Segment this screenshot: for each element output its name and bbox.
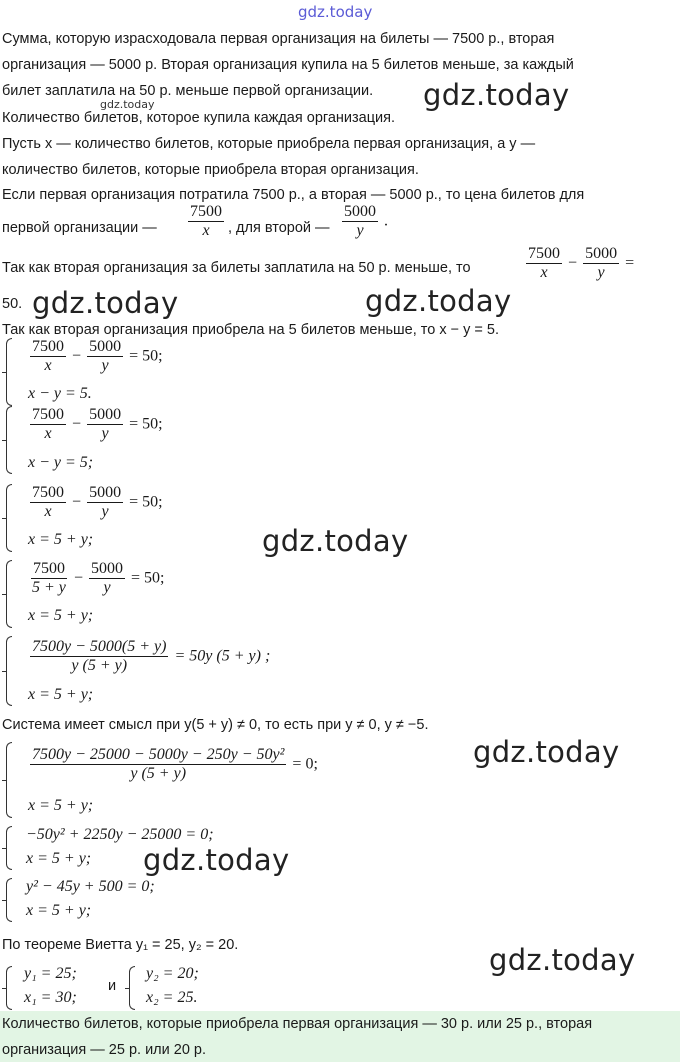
system-5-equation-1: $\frac{7500y - 5000(5 + y)}{y (5 + y)}$ = 50y (5 + y) ; [32,638,271,674]
watermark: gdz.today [143,843,290,877]
answer-line-1: Количество билетов, которые приобрела первая организация — 30 р. или 25 р., вторая [2,1016,593,1032]
system-1-equation-1: $\frac{7500}{x}$ − $\frac{5000}{y}$ = 50; [32,338,163,374]
watermark-top: gdz.today [298,3,373,21]
problem-line-2: организация — 5000 р. Вторая организация купила на 5 билетов меньше, за каждый [2,57,574,73]
watermark: gdz.today [32,286,179,320]
vieta-text: По теореме Виетта y₁ = 25, y₂ = 20. [2,937,239,953]
watermark: gdz.today [365,284,512,318]
brace [6,406,12,474]
brace [6,742,12,818]
setup-line-4b: , для второй — [228,220,330,236]
fraction-second-price: $\frac{5000}{y}$ . [344,203,389,239]
brace [6,338,12,406]
brace [129,966,135,1010]
solution-2-x: x₂ = 25. [146,989,198,1006]
watermark: gdz.today [262,524,409,558]
setup-line-4a: первой организации — [2,220,157,236]
setup-line-1: Пусть x — количество билетов, которые приобрела первая организация, а y — [2,136,536,152]
system-7-equation-2: x = 5 + y; [26,850,92,867]
brace [6,560,12,628]
system-4-equation-1: $\frac{7500}{5 + y}$ − $\frac{5000}{y}$ = 50; [32,560,165,596]
domain-text: Система имеет смысл при y(5 + y) ≠ 0, то есть при y ≠ 0, y ≠ −5. [2,717,429,733]
system-6-equation-1: $\frac{\text{7500y − 25000 − 5000y − 250y − 50y²}}{y (5 + y)}$ = 0; [32,746,318,782]
fraction-first-price: $\frac{7500}{x}$ [190,203,222,239]
brace [6,484,12,552]
system-2-equation-2: x − y = 5; [28,454,94,471]
solution-1-x: x₁ = 30; [24,989,77,1006]
equation-price-diff: $\frac{7500}{x}$ − $\frac{5000}{y}$ = [528,245,635,281]
system-8-equation-1: y² − 45y + 500 = 0; [26,878,155,895]
watermark: gdz.today [473,735,620,769]
and-word: и [108,978,117,994]
solution-1-y: y₁ = 25; [24,965,77,982]
answer-line-2: организация — 25 р. или 20 р. [2,1042,207,1058]
brace [6,878,12,922]
brace [6,636,12,706]
setup-line-3: Если первая организация потратила 7500 р., а вторая — 5000 р., то цена билетов для [2,187,585,203]
watermark: gdz.today [423,78,570,112]
system-5-equation-2: x = 5 + y; [28,686,94,703]
setup-line-7: Так как вторая организация приобрела на 5 билетов меньше, то x − y = 5. [2,322,500,338]
system-2-equation-1: $\frac{7500}{x}$ − $\frac{5000}{y}$ = 50; [32,406,163,442]
setup-line-5: Так как вторая организация за билеты заплатила на 50 р. меньше, то [2,260,471,276]
system-4-equation-2: x = 5 + y; [28,607,94,624]
setup-line-2: количество билетов, которые приобрела вторая организация. [2,162,419,178]
problem-line-3: билет заплатила на 50 р. меньше первой организации. [2,83,374,99]
problem-line-4: Количество билетов, которое купила каждая организация. [2,110,396,126]
solution-2-y: y₂ = 20; [146,965,199,982]
brace [6,966,12,1010]
system-8-equation-2: x = 5 + y; [26,902,92,919]
system-3-equation-1: $\frac{7500}{x}$ − $\frac{5000}{y}$ = 50; [32,484,163,520]
system-6-equation-2: x = 5 + y; [28,797,94,814]
problem-line-1: Сумма, которую израсходовала первая организация на билеты — 7500 р., вторая [2,31,555,47]
setup-line-6: 50. [2,296,23,312]
brace [6,826,12,870]
system-3-equation-2: x = 5 + y; [28,531,94,548]
watermark-small: gdz.today [100,98,155,111]
system-7-equation-1: −50y² + 2250y − 25000 = 0; [26,826,214,843]
watermark: gdz.today [489,943,636,977]
answer-box [0,1011,680,1062]
system-1-equation-2: x − y = 5. [28,385,92,402]
